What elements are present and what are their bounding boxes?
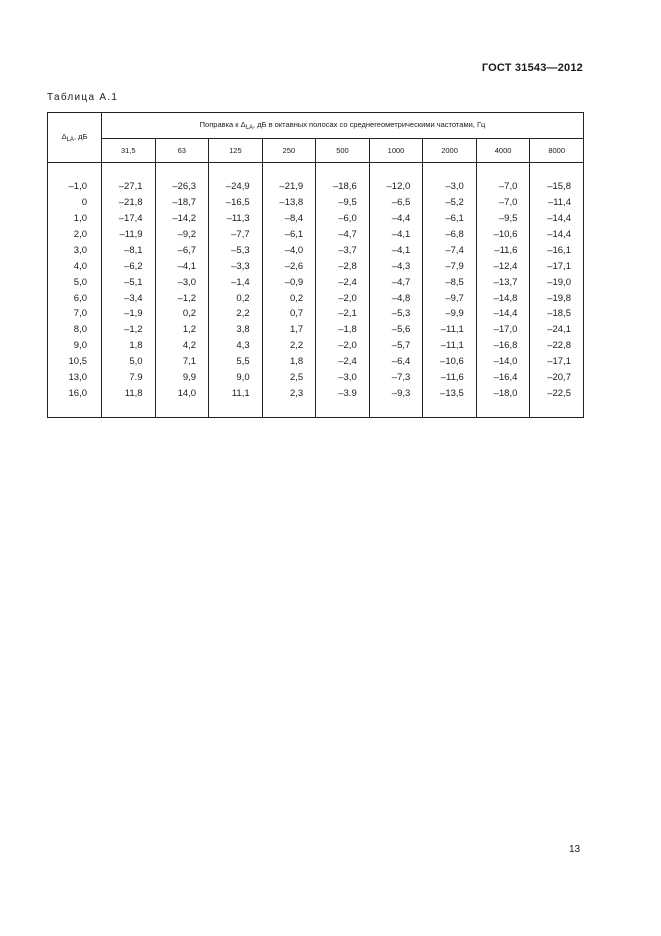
correction-value-cell: –5,7 [369, 338, 423, 354]
correction-value-cell: –2,0 [316, 338, 370, 354]
correction-value-cell: –6,7 [155, 242, 209, 258]
correction-value-cell: 2,5 [262, 370, 316, 386]
bottom-padding-cell [316, 401, 370, 417]
bottom-padding-cell [369, 401, 423, 417]
group-header-prefix: Поправка к [199, 120, 241, 129]
correction-value-cell: –1,8 [316, 322, 370, 338]
correction-value-cell: –17,0 [476, 322, 530, 338]
correction-value-cell: –9,3 [369, 385, 423, 401]
correction-value-cell: –9,7 [423, 290, 477, 306]
correction-value-cell: –2,6 [262, 258, 316, 274]
frequency-header-cell: 31,5 [102, 139, 156, 163]
correction-value-cell: –4,3 [369, 258, 423, 274]
param-value-cell: 13,0 [48, 370, 102, 386]
frequency-header-cell: 125 [209, 139, 263, 163]
table-row [48, 290, 584, 306]
spacer-cell [369, 163, 423, 179]
table-row [48, 227, 584, 243]
correction-value-cell: –0,9 [262, 274, 316, 290]
correction-value-cell: –5,3 [209, 242, 263, 258]
correction-value-cell: 5,5 [209, 354, 263, 370]
correction-value-cell: –15,8 [530, 179, 584, 195]
correction-value-cell: –2,1 [316, 306, 370, 322]
table-row [48, 211, 584, 227]
correction-table [47, 112, 584, 418]
correction-value-cell: –1,2 [155, 290, 209, 306]
correction-value-cell: –4,7 [316, 227, 370, 243]
correction-value-cell: –11,3 [209, 211, 263, 227]
correction-value-cell: –19,0 [530, 274, 584, 290]
correction-value-cell: –2,0 [316, 290, 370, 306]
table-row [48, 274, 584, 290]
correction-value-cell: –4,1 [155, 258, 209, 274]
correction-value-cell: –13,8 [262, 195, 316, 211]
correction-value-cell: 9,9 [155, 370, 209, 386]
table-row [48, 354, 584, 370]
correction-value-cell: –21,8 [102, 195, 156, 211]
correction-value-cell: –7,0 [476, 179, 530, 195]
correction-value-cell: 1,2 [155, 322, 209, 338]
spacer-cell [102, 163, 156, 179]
spacer-cell [48, 163, 102, 179]
correction-value-cell: –7,4 [423, 242, 477, 258]
table-row [48, 322, 584, 338]
correction-value-cell: –3,0 [155, 274, 209, 290]
correction-value-cell: –5,3 [369, 306, 423, 322]
correction-value-cell: –4,1 [369, 227, 423, 243]
correction-value-cell: –2,8 [316, 258, 370, 274]
param-value-cell: 10,5 [48, 354, 102, 370]
correction-value-cell: –1,4 [209, 274, 263, 290]
correction-value-cell: 0,2 [209, 290, 263, 306]
bottom-padding-cell [476, 401, 530, 417]
correction-value-cell: –17,1 [530, 354, 584, 370]
correction-value-cell: –12,4 [476, 258, 530, 274]
correction-value-cell: –3,0 [423, 179, 477, 195]
correction-value-cell: –3.9 [316, 385, 370, 401]
table-spacer-row [48, 163, 584, 179]
correction-value-cell: –4,1 [369, 242, 423, 258]
correction-value-cell: –14,0 [476, 354, 530, 370]
correction-value-cell: –9,9 [423, 306, 477, 322]
spacer-cell [476, 163, 530, 179]
correction-value-cell: –10,6 [476, 227, 530, 243]
correction-value-cell: –7,0 [476, 195, 530, 211]
correction-value-cell: –9,5 [316, 195, 370, 211]
correction-value-cell: –2,4 [316, 274, 370, 290]
correction-value-cell: –7,3 [369, 370, 423, 386]
correction-value-cell: –6,1 [423, 211, 477, 227]
param-value-cell: 3,0 [48, 242, 102, 258]
correction-value-cell: –14,4 [476, 306, 530, 322]
frequency-header-cell: 1000 [369, 139, 423, 163]
correction-value-cell: –11,6 [423, 370, 477, 386]
correction-value-cell: –1,2 [102, 322, 156, 338]
correction-value-cell: 4,3 [209, 338, 263, 354]
correction-value-cell: 1,8 [102, 338, 156, 354]
correction-value-cell: –4,4 [369, 211, 423, 227]
correction-value-cell: 3,8 [209, 322, 263, 338]
correction-value-cell: –22,8 [530, 338, 584, 354]
correction-value-cell: –7,7 [209, 227, 263, 243]
frequency-group-header [102, 113, 584, 139]
correction-value-cell: –21,9 [262, 179, 316, 195]
correction-value-cell: –11,9 [102, 227, 156, 243]
correction-value-cell: –6,5 [369, 195, 423, 211]
param-value-cell: 6,0 [48, 290, 102, 306]
table-row [48, 179, 584, 195]
correction-value-cell: 11,8 [102, 385, 156, 401]
correction-value-cell: –16,1 [530, 242, 584, 258]
correction-value-cell: –5,6 [369, 322, 423, 338]
correction-value-cell: –26,3 [155, 179, 209, 195]
param-column-header [48, 113, 102, 163]
param-value-cell: 4,0 [48, 258, 102, 274]
param-header-symbol: Δ [61, 132, 67, 141]
param-value-cell: –1,0 [48, 179, 102, 195]
correction-value-cell: –12,0 [369, 179, 423, 195]
correction-value-cell: –14,2 [155, 211, 209, 227]
correction-value-cell: 0,2 [262, 290, 316, 306]
param-value-cell: 7,0 [48, 306, 102, 322]
bottom-padding-cell [155, 401, 209, 417]
correction-value-cell: –17,1 [530, 258, 584, 274]
correction-value-cell: –6,1 [262, 227, 316, 243]
correction-value-cell: –1,9 [102, 306, 156, 322]
correction-value-cell: –14,8 [476, 290, 530, 306]
spacer-cell [209, 163, 263, 179]
correction-value-cell: –8,5 [423, 274, 477, 290]
correction-value-cell: 2,2 [209, 306, 263, 322]
table-row [48, 242, 584, 258]
correction-value-cell: –3,3 [209, 258, 263, 274]
frequency-header-cell: 8000 [530, 139, 584, 163]
spacer-cell [262, 163, 316, 179]
table-row [48, 306, 584, 322]
correction-value-cell: –18,7 [155, 195, 209, 211]
table-row [48, 370, 584, 386]
correction-value-cell: –6,2 [102, 258, 156, 274]
correction-value-cell: –19,8 [530, 290, 584, 306]
correction-value-cell: –4,0 [262, 242, 316, 258]
correction-value-cell: 5,0 [102, 354, 156, 370]
correction-value-cell: 2,2 [262, 338, 316, 354]
correction-value-cell: –2,4 [316, 354, 370, 370]
correction-value-cell: –27,1 [102, 179, 156, 195]
correction-value-cell: –6,0 [316, 211, 370, 227]
bottom-padding-cell [102, 401, 156, 417]
correction-value-cell: –13,5 [423, 385, 477, 401]
correction-value-cell: –22,5 [530, 385, 584, 401]
correction-value-cell: 7.9 [102, 370, 156, 386]
correction-value-cell: –3,0 [316, 370, 370, 386]
correction-value-cell: 14,0 [155, 385, 209, 401]
group-header-suffix: , дБ в октавных полосах со среднегеометрическими частотами, Гц [253, 120, 486, 129]
param-value-cell: 8,0 [48, 322, 102, 338]
correction-value-cell: 2,3 [262, 385, 316, 401]
spacer-cell [530, 163, 584, 179]
table-row [48, 195, 584, 211]
correction-value-cell: –20,7 [530, 370, 584, 386]
correction-value-cell: –9,2 [155, 227, 209, 243]
frequency-header-cell: 250 [262, 139, 316, 163]
correction-value-cell: –18,6 [316, 179, 370, 195]
correction-value-cell: 0,7 [262, 306, 316, 322]
standard-header: ГОСТ 31543—2012 [481, 62, 583, 74]
frequency-header-cell: 63 [155, 139, 209, 163]
table-row [48, 258, 584, 274]
correction-value-cell: –16,8 [476, 338, 530, 354]
correction-value-cell: –14,4 [530, 211, 584, 227]
bottom-padding-cell [209, 401, 263, 417]
correction-value-cell: –18,5 [530, 306, 584, 322]
correction-value-cell: –11,1 [423, 322, 477, 338]
correction-value-cell: 9,0 [209, 370, 263, 386]
correction-value-cell: 1,7 [262, 322, 316, 338]
correction-value-cell: –8,4 [262, 211, 316, 227]
table-row [48, 338, 584, 354]
correction-value-cell: 7,1 [155, 354, 209, 370]
correction-value-cell: –11,1 [423, 338, 477, 354]
frequency-header-cell: 500 [316, 139, 370, 163]
spacer-cell [423, 163, 477, 179]
correction-value-cell: 0,2 [155, 306, 209, 322]
correction-value-cell: –5,1 [102, 274, 156, 290]
param-header-subscript: LA [66, 137, 74, 143]
correction-value-cell: –16,4 [476, 370, 530, 386]
param-value-cell: 5,0 [48, 274, 102, 290]
param-value-cell: 0 [48, 195, 102, 211]
page-number: 13 [569, 844, 581, 855]
table-bottom-row [48, 401, 584, 417]
spacer-cell [316, 163, 370, 179]
correction-value-cell: –4,7 [369, 274, 423, 290]
correction-value-cell: –7,9 [423, 258, 477, 274]
correction-value-cell: –9,5 [476, 211, 530, 227]
correction-value-cell: 4,2 [155, 338, 209, 354]
bottom-padding-cell [530, 401, 584, 417]
correction-value-cell: –3,4 [102, 290, 156, 306]
correction-value-cell: –24,9 [209, 179, 263, 195]
correction-value-cell: –11,4 [530, 195, 584, 211]
correction-value-cell: –17,4 [102, 211, 156, 227]
correction-value-cell: –10,6 [423, 354, 477, 370]
correction-value-cell: 1,8 [262, 354, 316, 370]
table-row [48, 385, 584, 401]
correction-value-cell: –4,8 [369, 290, 423, 306]
correction-value-cell: –13,7 [476, 274, 530, 290]
group-header-symbol: Δ [240, 120, 246, 129]
correction-value-cell: –6,8 [423, 227, 477, 243]
correction-value-cell: –14,4 [530, 227, 584, 243]
bottom-padding-cell [262, 401, 316, 417]
correction-value-cell: –18,0 [476, 385, 530, 401]
table-caption: Таблица А.1 [47, 92, 119, 103]
param-header-unit: , дБ [73, 132, 88, 141]
group-header-subscript: LA [245, 125, 254, 131]
bottom-padding-cell [423, 401, 477, 417]
correction-value-cell: –16,5 [209, 195, 263, 211]
correction-value-cell: 11,1 [209, 385, 263, 401]
correction-value-cell: –6,4 [369, 354, 423, 370]
param-value-cell: 1,0 [48, 211, 102, 227]
correction-value-cell: –3,7 [316, 242, 370, 258]
spacer-cell [155, 163, 209, 179]
correction-value-cell: –24,1 [530, 322, 584, 338]
correction-value-cell: –8,1 [102, 242, 156, 258]
bottom-padding-cell [48, 401, 102, 417]
correction-value-cell: –11,6 [476, 242, 530, 258]
correction-value-cell: –5,2 [423, 195, 477, 211]
param-value-cell: 9,0 [48, 338, 102, 354]
frequency-header-cell: 4000 [476, 139, 530, 163]
param-value-cell: 2,0 [48, 227, 102, 243]
frequency-header-cell: 2000 [423, 139, 477, 163]
param-value-cell: 16,0 [48, 385, 102, 401]
